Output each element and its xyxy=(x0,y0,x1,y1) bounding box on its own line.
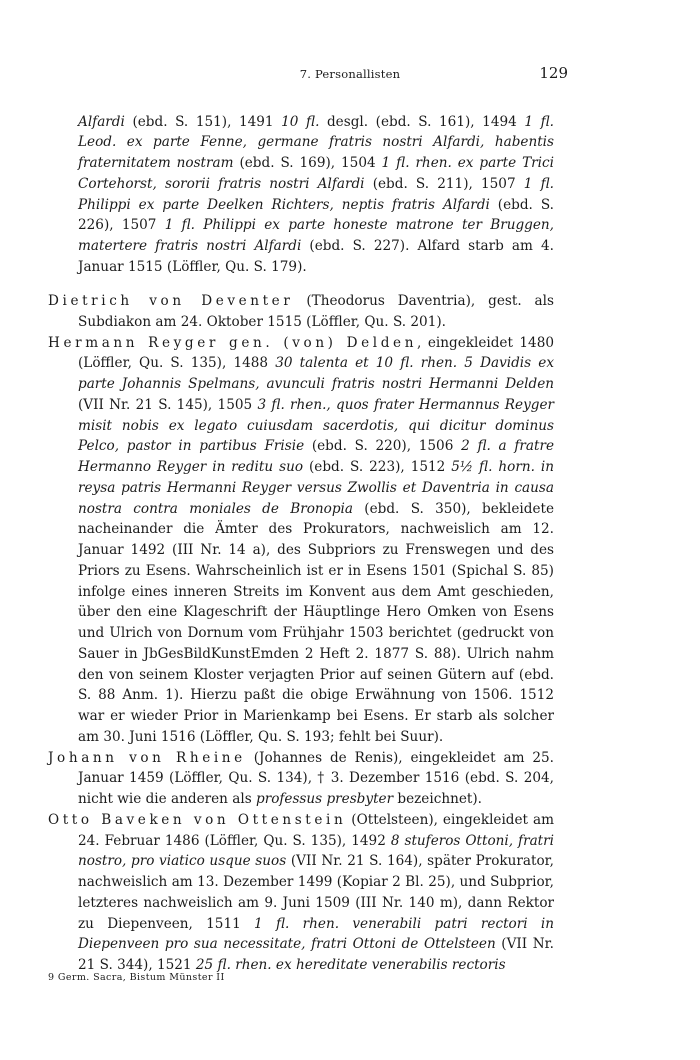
person-name: Dietrich von Deventer xyxy=(48,293,294,310)
main-text xyxy=(48,98,554,976)
section-title: 7. Personallisten xyxy=(299,67,401,81)
person-entry xyxy=(48,810,554,976)
entry-text: (Johannes de Renis), eingekleidet am 25. Januar 1459 (Löffler, Qu. S. 134), † 3. Dezember 1516 (ebd. S. 204, nicht wie die anderen als professus presbyter bezeichnet). xyxy=(78,749,554,808)
page-number: 129 xyxy=(539,64,568,82)
printer-signature: 9 Germ. Sacra, Bistum Münster II xyxy=(48,972,225,983)
person-entry xyxy=(48,291,554,333)
entry-continuation xyxy=(48,112,554,278)
entry-text: Alfardi (ebd. S. 151), 1491 10 fl. desgl. (ebd. S. 161), 1494 1 fl. Leod. ex parte Fenne, germane fratris nostri Alfardi, habentis fraternitatem nostram (ebd. S. 169), 1504 1 fl. rhen. ex parte Trici Cortehorst, sororii fratris nostri Alfardi (ebd. S. 211), 1507 1 fl. Philippi ex parte Deelken Richters, neptis fratris Alfardi (ebd. S. 226), 1507 1 fl. Philippi ex parte honeste matrone ter Bruggen, matertere fratris nostri Alfardi (ebd. S. 227). Alfard starb am 4. Januar 1515 (Löffler, Qu. S. 179). xyxy=(78,113,554,275)
entry-text: , eingekleidet 1480 (Löffler, Qu. S. 135), 1488 30 talenta et 10 fl. rhen. 5 Davidis ex parte Johannis Spelmans, avunculi fratris nostri Hermanni Delden (VII Nr. 21 S. 145), 1505 3 fl. rhen., quos frater Hermannus Reyger misit nobis ex legato cuiusdam sacerdotis, qui dicitur dominus Pelco, pastor in partibus Frisie (ebd. S. 220), 1506 2 fl. a fratre Hermanno Reyger in reditu suo (ebd. S. 223), 1512 5½ fl. horn. in reysa patris Hermanni Reyger versus Zwollis et Daventria in causa nostra contra moniales de Bronopia (ebd. S. 350), bekleidete nacheinander die Ämter des Prokurators, nachweislich am 12. Januar 1492 (III Nr. 14 a), des Subpriors zu Frenswegen und des Priors zu Esens. Wahrscheinlich ist er in Esens 1501 (Spichal S. 85) infolge eines inneren Streits im Konvent aus dem Amt geschieden, über den eine Klageschrift der Häuptlinge Hero Omken von Esens und Ulrich von Dornum vom Frühjahr 1503 berichtet (gedruckt von Sauer in JbGesBildKunstEmden 2 Heft 2. 1877 S. 88). Ulrich nahm den von seinem Kloster verjagten Prior auf seinen Gütern auf (ebd. S. 88 Anm. 1). Hierzu paßt die obige Erwähnung von 1506. 1512 war er wieder Prior in Marienkamp bei Esens. Er starb als solcher am 30. Juni 1516 (Löffler, Qu. S. 193; fehlt bei Suur). xyxy=(78,334,555,745)
entry-text: (Ottelsteen), eingekleidet am 24. Februar 1486 (Löffler, Qu. S. 135), 1492 8 stuferos Ottoni, fratri nostro, pro viatico usque suos (VII Nr. 21 S. 164), später Prokurator, nachweislich am 13. Dezember 1499 (Kopiar 2 Bl. 25), und Subprior, letzteres nachweislich am 9. Juni 1509 (III Nr. 140 m), dann Rektor zu Diepenveen, 1511 1 fl. rhen. venerabili patri rectori in Diepenveen pro sua necessitate, fratri Ottoni de Ottelsteen (VII Nr. 21 S. 344), 1521 25 fl. rhen. ex hereditate venerabilis rectoris xyxy=(78,811,554,974)
person-name: Otto Baveken von Ottenstein xyxy=(48,811,347,828)
person-name: Hermann Reyger gen. (von) Delden xyxy=(48,334,418,351)
entry-text: (Theodorus Daventria), gest. als Subdiakon am 24. Oktober 1515 (Löffler, Qu. S. 201). xyxy=(78,293,554,330)
person-entry xyxy=(48,333,554,748)
person-name: Johann von Rheine xyxy=(48,749,246,766)
person-entry xyxy=(48,748,554,810)
running-header xyxy=(0,64,700,86)
